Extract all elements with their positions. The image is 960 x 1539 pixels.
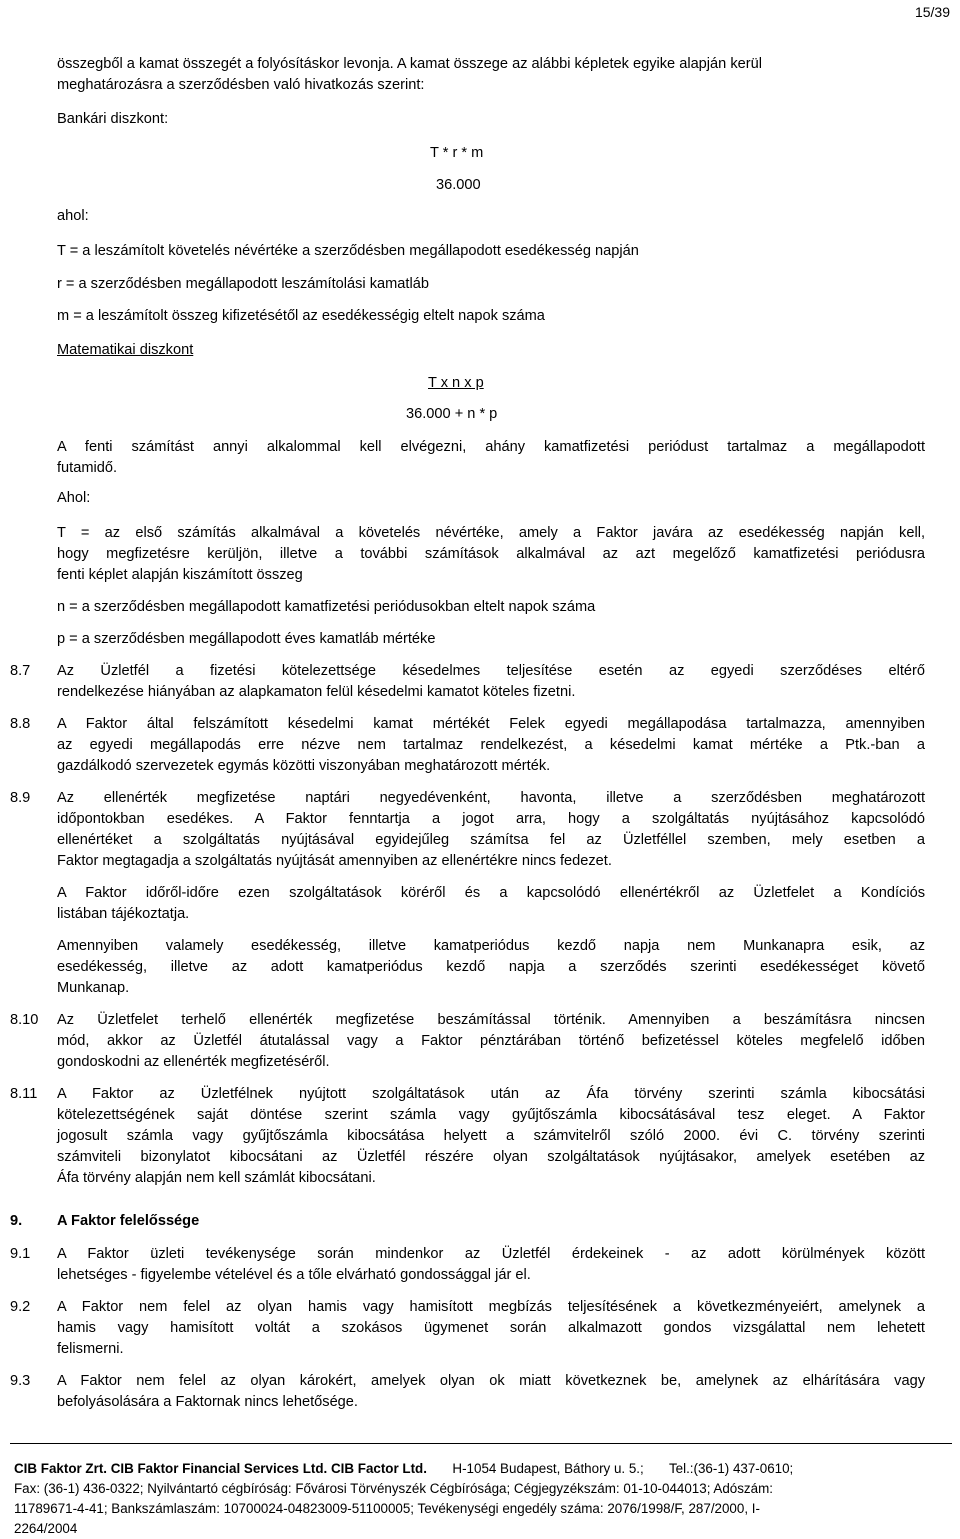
section-number: 9. xyxy=(10,1213,23,1229)
matematikai-heading: Matematikai diszkont xyxy=(57,342,194,358)
intro-line: meghatározásra a szerződésben való hivatkozás szerint: xyxy=(57,77,425,93)
footer-line: 2264/2004 xyxy=(14,1521,78,1536)
text-line: időpontokban esedékes. A Faktor fenntartja a jogot arra, hogy a szolgáltatás nyújtásához kapcsolódó xyxy=(57,811,925,827)
text-line: mód, akkor az Üzletfél átutalással vagy a Faktor pénztárában történő befizetéssel köteles megfelelő időben xyxy=(57,1033,925,1049)
text-line: jogosult számla vagy gyűjtőszámla kibocsátása helyett a számvitelről szóló 2000. évi C. törvény szerinti xyxy=(57,1128,925,1144)
matematikai-note xyxy=(57,437,925,479)
bankari-def-m: m = a leszámítolt összeg kifizetésétől az esedékességig eltelt napok száma xyxy=(57,308,545,324)
footer-line: Fax: (36-1) 436-0322; Nyilvántartó cégbíróság: Fővárosi Törvényszék Cégbírósága; Cégjegyzékszám: 01-10-044013; Adószám: xyxy=(14,1481,773,1496)
text-line: Az Üzletfél a fizetési kötelezettsége késedelmes teljesítése esetén az egyedi szerződéses eltérő xyxy=(57,663,925,679)
text-line: esedékesség, illetve az adott kamatperiódus kezdő napja a szerződés szerinti esedékességet követő xyxy=(57,959,925,975)
note-line: futamidő. xyxy=(57,460,118,476)
section-number: 8.9 xyxy=(10,790,31,806)
text-line: kötelezettségének saját döntése szerint számla vagy gyűjtőszámla kibocsátásával tesz eleget. A Faktor xyxy=(57,1107,925,1123)
text-line: gazdálkodó szervezetek egymás közötti viszonyában meghatározott mérték. xyxy=(57,758,551,774)
section-8-10-text xyxy=(57,1010,925,1073)
footer-company-names: CIB Faktor Zrt. CIB Faktor Financial Services Ltd. CIB Factor Ltd. xyxy=(14,1461,427,1476)
section-9-3-text xyxy=(57,1371,925,1413)
matematikai-denominator: 36.000 + n * p xyxy=(406,406,498,422)
def-t-line: hogy megfizetésre kerüljön, illetve a további számítások alkalmával az azt megelőző kamatfizetési periódusra xyxy=(57,546,925,562)
section-number: 8.11 xyxy=(10,1086,38,1102)
text-line: felismerni. xyxy=(57,1341,124,1357)
section-8-8-text xyxy=(57,714,925,777)
text-line: listában tájékoztatja. xyxy=(57,906,190,922)
text-line: Munkanap. xyxy=(57,980,130,996)
text-line: A Faktor az Üzletfélnek nyújtott szolgáltatások után az Áfa törvény szerinti számla kibocsátási xyxy=(57,1086,925,1102)
footer xyxy=(14,1459,954,1539)
section-8-11-text xyxy=(57,1084,925,1189)
section-number: 9.2 xyxy=(10,1299,31,1315)
section-8-7-text xyxy=(57,661,925,703)
matematikai-def-p: p = a szerződésben megállapodott éves kamatláb mértéke xyxy=(57,631,436,647)
bankari-def-r: r = a szerződésben megállapodott leszámítolási kamatláb xyxy=(57,276,429,292)
text-line: Az Üzletfelet terhelő ellenérték megfizetése beszámítással történik. Amennyiben a beszámításra nincsen xyxy=(57,1012,925,1028)
section-8-9-text xyxy=(57,788,925,872)
intro-paragraph xyxy=(57,54,925,96)
matematikai-numerator: T x n x p xyxy=(428,375,484,391)
bankari-numerator: T * r * m xyxy=(430,145,484,161)
page-number: 15/39 xyxy=(914,4,950,20)
matematikai-def-n: n = a szerződésben megállapodott kamatfizetési periódusokban eltelt napok száma xyxy=(57,599,596,615)
section-9-1-text xyxy=(57,1244,925,1286)
text-line: A Faktor üzleti tevékenysége során mindenkor az Üzletfél érdekeinek - az adott körülmények között xyxy=(57,1246,925,1262)
def-t-line: fenti képlet alapján kiszámított összeg xyxy=(57,567,303,583)
note-line: A fenti számítást annyi alkalommal kell elvégezni, ahány kamatfizetési periódust tartalmaz a megállapodott xyxy=(57,439,925,455)
text-line: lehetséges - figyelembe vételével és a tőle elvárható gondossággal jár el. xyxy=(57,1267,531,1283)
matematikai-def-t xyxy=(57,523,925,586)
footer-line: 11789671-4-41; Bankszámlaszám: 10700024-04823009-51100005; Tevékenységi engedély száma: 2076/1998/F, 287/2000, I- xyxy=(14,1501,760,1516)
bankari-def-t: T = a leszámítolt követelés névértéke a szerződésben megállapodott esedékesség napján xyxy=(57,243,639,259)
section-number: 9.1 xyxy=(10,1246,31,1262)
def-t-line: T = az első számítás alkalmával a követelés névértéke, amely a Faktor javára az esedékesség napján kell, xyxy=(57,525,925,541)
section-number: 8.7 xyxy=(10,663,31,679)
section-8-9-para2 xyxy=(57,883,925,925)
bankari-denominator: 36.000 xyxy=(436,177,481,193)
bankari-ahol-label: ahol: xyxy=(57,208,89,224)
text-line: rendelkezése hiányában az alapkamaton felül késedelmi kamatot köteles fizetni. xyxy=(57,684,576,700)
text-line: ellenértéket a szolgáltatás nyújtásával egyidejűleg számítsa fel az Üzletféllel szemben, mely esetben a xyxy=(57,832,925,848)
text-line: Amennyiben valamely esedékesség, illetve kamatperiódus kezdő napja nem Munkanapra esik, az xyxy=(57,938,925,954)
intro-line: összegből a kamat összegét a folyósításkor levonja. A kamat összege az alábbi képletek egyike alapján kerül xyxy=(57,56,762,72)
text-line: hamis vagy hamisított voltát a szokásos ügymenet során alkalmazott gondos vizsgálattal nem lehetett xyxy=(57,1320,925,1336)
text-line: Faktor megtagadja a szolgáltatás nyújtását amennyiben az ellenértékre nincs fedezet. xyxy=(57,853,612,869)
text-line: A Faktor nem felel az olyan károkért, amelyek olyan ok miatt következnek be, amelynek az elhárítására vagy xyxy=(57,1373,925,1389)
section-number: 8.10 xyxy=(10,1012,39,1028)
text-line: Az ellenérték megfizetése naptári negyedévenként, havonta, illetve a szerződésben meghatározott xyxy=(57,790,925,806)
footer-divider xyxy=(10,1443,952,1444)
section-8-9-para3 xyxy=(57,936,925,999)
text-line: Áfa törvény alapján nem kell számlát kibocsátani. xyxy=(57,1170,376,1186)
footer-tel: Tel.:(36-1) 437-0610; xyxy=(668,1461,794,1476)
section-number: 9.3 xyxy=(10,1373,31,1389)
text-line: számviteli bizonylatot kibocsátani az Üzletfél részére olyan szolgáltatások nyújtásakor, amelyek esetében az xyxy=(57,1149,925,1165)
text-line: befolyásolására a Faktornak nincs lehetősége. xyxy=(57,1394,358,1410)
bankari-heading: Bankári diszkont: xyxy=(57,111,169,127)
text-line: az egyedi megállapodás erre nézve nem tartalmaz rendelkezést, a késedelmi kamat mértéke a Ptk.-ban a xyxy=(57,737,925,753)
section-9-title: A Faktor felelőssége xyxy=(57,1213,200,1229)
footer-line xyxy=(14,1459,954,1479)
text-line: A Faktor által felszámított késedelmi kamat mértékét Felek egyedi megállapodása tartalmazza, amennyiben xyxy=(57,716,925,732)
section-9-2-text xyxy=(57,1297,925,1360)
footer-address: H-1054 Budapest, Báthory u. 5.; xyxy=(452,1461,644,1476)
matematikai-ahol-label: Ahol: xyxy=(57,490,91,506)
text-line: gondoskodni az ellenérték megfizetéséről. xyxy=(57,1054,330,1070)
text-line: A Faktor időről-időre ezen szolgáltatások köréről és a kapcsolódó ellenértékről az Üzletfelet a Kondíciós xyxy=(57,885,925,901)
section-number: 8.8 xyxy=(10,716,31,732)
text-line: A Faktor nem felel az olyan hamis vagy hamisított megbízás teljesítésének a következményeiért, amelynek a xyxy=(57,1299,925,1315)
